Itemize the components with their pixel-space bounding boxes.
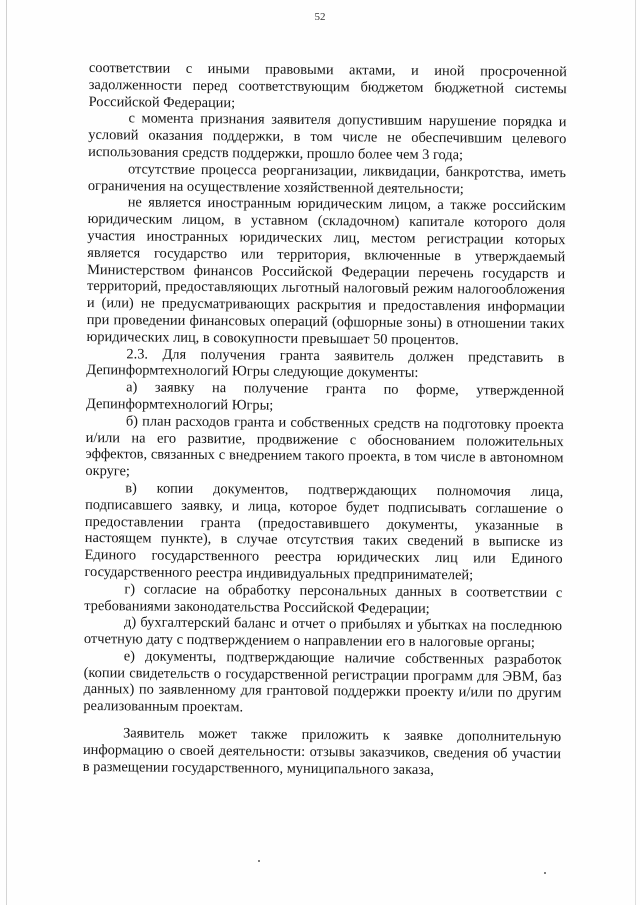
scan-edge-left bbox=[6, 0, 7, 905]
list-item-c-authority-documents: в) копии документов, подтверждающих полномочия лица, подписавшего заявку, и лица, которое будет подписывать соглашение о предоставлении гранта (предоставившего документы, указанные в настоящем пункте), в случае отсутствия таких сведений в выписке из Единого государственного реестра юридических лиц или Единого государственного реестра индивидуальных предпринимателей; bbox=[84, 480, 564, 584]
list-item-b-expense-plan: б) план расходов гранта и собственных средств на подготовку проекта и/или на его развитие, продвижение с обоснованием положительных эффектов, связанных с внедрением такого проекта, в том числе в автономном округе; bbox=[85, 413, 564, 480]
paragraph-not-foreign-entity: не является иностранным юридическим лицом, а также российским юридическим лицом, в уставном (складочном) капитале которого доля участия иностранных юридических лиц, местом регистрации которых является государство или территория, включенные в утверждаемый Министерством финансов Российской Федерации перечень государств и территорий, предоставляющих льготный налоговый режим налогообложения и (или) не предусматривающих раскрытия и предоставления информации при проведении финансовых операций (офшорные зоны) в отношении таких юридических лиц, в совокупности превышает 50 процентов. bbox=[86, 194, 566, 348]
page-number: 52 bbox=[314, 11, 326, 23]
paragraph-additional-information: Заявитель может также приложить к заявке дополнительную информацию о своей деятельности: отзывы заказчиков, сведения об участии в размещении государственного, муниципального заказа, bbox=[82, 725, 562, 778]
paragraph-no-reorganization: отсутствие процесса реорганизации, ликвидации, банкротства, иметь ограничения на осуществление хозяйственной деятельности; bbox=[87, 161, 567, 197]
list-item-f-own-developments: е) документы, подтверждающие наличие собственных разработок (копии свидетельств о государственной регистрации программ для ЭВМ, баз данных) по заявленному для грантовой поддержки проекту и/или по другим реализованным проектам. bbox=[83, 648, 562, 716]
document-body bbox=[83, 60, 567, 780]
list-item-a-application: а) заявку на получение гранта по форме, утвержденной Депинформтехнологий Югры; bbox=[85, 379, 565, 414]
scan-speck bbox=[544, 872, 546, 874]
list-item-e-balance-sheet: д) бухгалтерский баланс и отчет о прибылях и убытках на последнюю отчетную дату с подтверждением о направлении его в налоговые органы; bbox=[83, 614, 563, 652]
paragraph-section-2-3: 2.3. Для получения гранта заявитель должен представить в Депинформтехнологий Югры следующие документы: bbox=[86, 345, 565, 382]
scan-edge-right bbox=[635, 0, 636, 905]
list-item-d-personal-data-consent: г) согласие на обработку персональных данных в соответствии с требованиями законодательства Российской Федерации; bbox=[84, 581, 563, 617]
paragraph-violation-term: с момента признания заявителя допустившим нарушение порядка и условий оказания поддержки, в том числе не обеспечившим целевого использования средств поддержки, прошло более чем 3 года; bbox=[88, 110, 567, 164]
paragraph-debt-continuation: соответствии с иными правовыми актами, и иной просроченной задолженности перед соответствующим бюджетом бюджетной системы Российской Федерации; bbox=[88, 60, 567, 111]
scan-speck bbox=[258, 860, 260, 862]
